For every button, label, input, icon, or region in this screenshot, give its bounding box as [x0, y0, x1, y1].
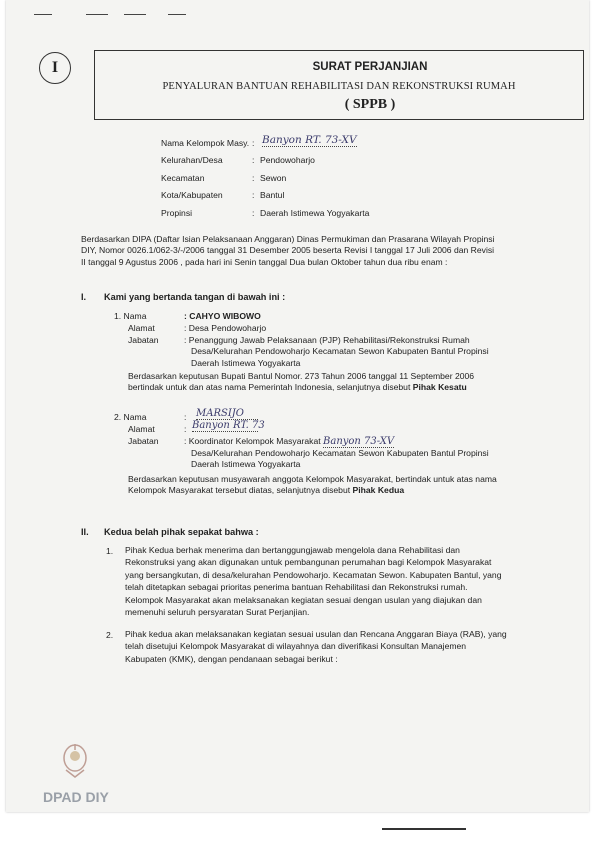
party2-nama-label: 2. Nama: [114, 412, 147, 422]
page-number: I: [39, 52, 71, 84]
identity-value: Pendowoharjo: [260, 155, 315, 165]
party1-alamat-label: Alamat: [128, 323, 155, 333]
party1-alias: Pihak Kesatu: [412, 382, 467, 393]
party2-jabatan-prefix: : Koordinator Kelompok Masyarakat Banyon 73-XV: [184, 436, 395, 447]
section-heading: Kami yang bertanda tangan di bawah ini :: [104, 292, 286, 302]
identity-value: Banyon RT. 73-XV: [262, 134, 357, 146]
party2-alamat-colon: :: [184, 424, 187, 434]
section-heading: Kedua belah pihak sepakat bahwa :: [104, 527, 259, 537]
party2-alamat: Banyon RT. 73: [192, 420, 265, 431]
section-number: II.: [81, 527, 89, 537]
party1-basis: Berdasarkan keputusan Bupati Bantul Nomor. 273 Tahun 2006 tanggal 11 September 2006 bertindak untuk dan atas nama Pemerintah Indonesia, selanjutnya disebut Pihak Kesatu: [128, 371, 475, 393]
party1-jabatan: : Penanggung Jawab Pelaksanaan (PJP) Rehabilitasi/Rekonstruksi Rumah Desa/Kelurahan Pendowoharjo Kecamatan Sewon Kabupaten Bantul Propinsi Daerah Istimewa Yogyakarta: [184, 335, 489, 368]
party2-jabatan-hand: Banyon 73-XV: [323, 436, 395, 447]
party2-basis: Berdasarkan keputusan musyawarah anggota Kelompok Masyarakat, bertindak untuk atas nama Kelompok Masyarakat tersebut diatas, selanjutnya disebut Pihak Kedua: [128, 474, 497, 496]
identity-colon: :: [252, 173, 255, 183]
document-title: SURAT PERJANJIAN: [312, 61, 428, 73]
section2-item: Pihak Kedua berhak menerima dan bertanggungjawab mengelola dana Rehabilitasi dan Rekonstruksi yang akan digunakan untuk pembangunan perumahan bagi Kelompok Masyarakat yang bersangkutan, di desa/kelurahan Pendowoharjo. Kecamatan Sewon. Kabupaten Bantul, yang telah ditetapkan sebagai prioritas penerima bantuan Rehabilitasi dan Rekonstruksi rumah. Kelompok Masyarakat akan melaksanakan kegiatan sesuai dengan usulan yang diajukan dan memenuhi seluruh persyaratan Surat Perjanjian.: [125, 545, 502, 618]
identity-colon: :: [252, 190, 255, 200]
party2-jabatan: Desa/Kelurahan Pendowoharjo Kecamatan Sewon Kabupaten Bantul Propinsi Daerah Istimewa Yogyakarta: [191, 448, 489, 470]
identity-label: Kota/Kabupaten: [161, 190, 223, 200]
section2-item: Pihak kedua akan melaksanakan kegiatan sesuai usulan dan Rencana Anggaran Biaya (RAB), yang telah disetujui Kelompok Masyarakat di wilayahnya dan diverifikasi Konsultan Manajemen Kabupaten (KMK), dengan pendanaan sebagai berikut :: [125, 629, 507, 664]
scribble-mark: [34, 14, 52, 15]
party1-nama-label: 1. Nama: [114, 311, 147, 321]
party2-jabatan-label: Jabatan: [128, 436, 159, 446]
party1-jabatan-label: Jabatan: [128, 335, 159, 345]
party2-alamat-label: Alamat: [128, 424, 155, 434]
party2-alias: Pihak Kedua: [352, 485, 405, 496]
document-abbreviation: ( SPPB ): [344, 97, 396, 112]
identity-label: Kelurahan/Desa: [161, 155, 223, 165]
identity-label: Nama Kelompok Masy.: [161, 138, 250, 148]
section-number: I.: [81, 292, 87, 302]
identity-value: Daerah Istimewa Yogyakarta: [260, 208, 370, 218]
title-box: [94, 50, 584, 120]
document-page: [6, 0, 589, 812]
party1-nama: : CAHYO WIBOWO: [184, 311, 261, 321]
document-subtitle: PENYALURAN BANTUAN REHABILITASI DAN REKONSTRUKSI RUMAH: [162, 81, 516, 92]
scribble-mark: [168, 14, 186, 15]
item-number: 2.: [106, 630, 114, 640]
identity-colon: :: [252, 208, 255, 218]
party1-alamat: : Desa Pendowoharjo: [184, 323, 267, 333]
identity-value: Sewon: [260, 173, 287, 183]
item-number: 1.: [106, 546, 114, 556]
watermark-text: DPAD DIY: [43, 789, 109, 805]
government-emblem-icon: [60, 740, 90, 780]
scribble-mark: [86, 14, 108, 15]
identity-label: Propinsi: [161, 208, 193, 218]
identity-value: Bantul: [260, 190, 285, 200]
scribble-mark: [124, 14, 146, 15]
party2-nama-colon: :: [184, 412, 187, 422]
party2-nama: MARSIJO: [196, 408, 258, 420]
identity-colon: :: [252, 138, 255, 148]
identity-label: Kecamatan: [161, 173, 205, 183]
footer-rule: [382, 828, 466, 830]
intro-paragraph: Berdasarkan DIPA (Daftar Isian Pelaksanaan Anggaran) Dinas Permukiman dan Prasarana Wilayah Propinsi DIY, Nomor 0026.1/062-3/-/2006 tanggal 31 Desember 2005 beserta Revisi I tanggal 17 Juli 2006 dan Revisi II tanggal 9 Agustus 2006 , pada hari ini Senin tanggal Dua bulan Oktober tahun dua ribu enam :: [81, 234, 495, 267]
identity-colon: :: [252, 155, 255, 165]
